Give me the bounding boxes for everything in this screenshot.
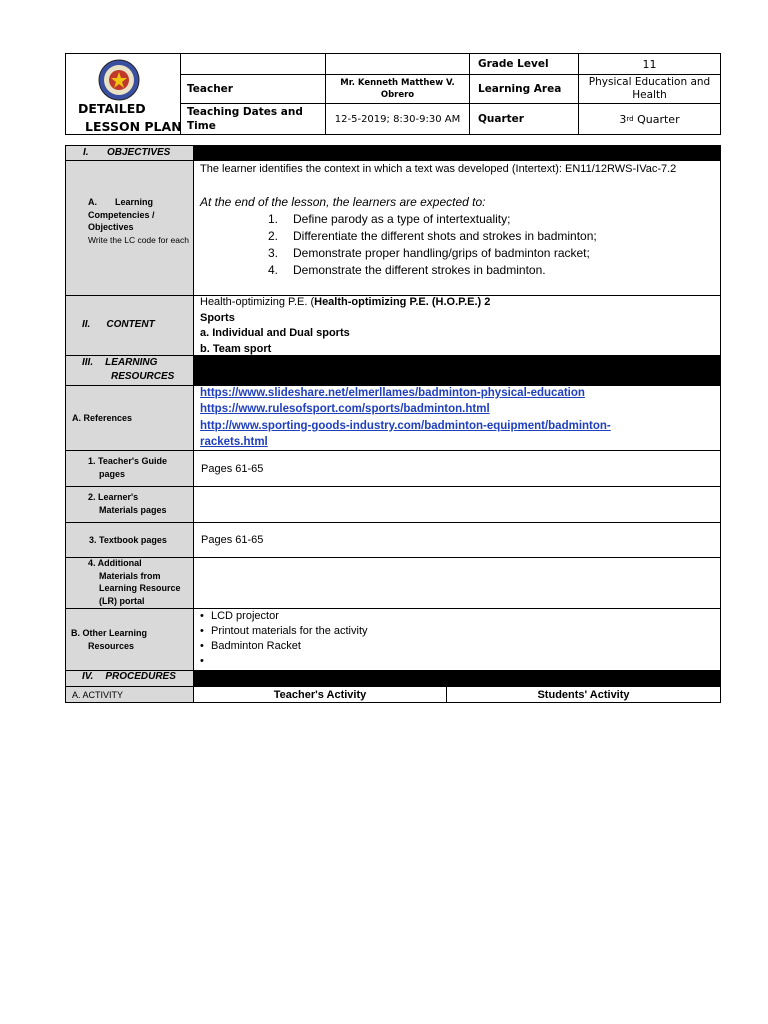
header-blank-1 — [180, 53, 326, 75]
objectives-context-line: The learner identifies the context in which a text was developed (Intertext): EN11/12RWS-IVac-7.2 — [200, 163, 677, 175]
additional-materials-label — [88, 557, 181, 608]
additional-materials-label-line1: 4. Additional — [88, 558, 142, 568]
resources-heading-line1 — [82, 356, 174, 370]
resources-heading-bar — [193, 355, 721, 386]
procedures-title: PROCEDURES — [105, 671, 176, 682]
bullet-icon: • — [200, 610, 204, 622]
resources-title-line2: RESOURCES — [111, 371, 175, 382]
textbook-value-cell — [193, 522, 721, 558]
learners-materials-label-line2: Materials pages — [99, 504, 167, 515]
teachers-guide-label — [88, 455, 167, 480]
objectives-num: I. — [83, 147, 89, 158]
teachers-activity-header — [193, 686, 447, 703]
content-line1-bold: Health-optimizing P.E. (H.O.P.E.) 2 — [314, 296, 491, 308]
learning-area-value — [578, 74, 721, 104]
procedures-num: IV. — [82, 671, 94, 682]
content-title: CONTENT — [106, 319, 155, 330]
quarter-suffix: rd — [626, 115, 634, 123]
other-resources-label-line1: B. Other Learning — [71, 628, 148, 638]
other-resource-item — [200, 624, 368, 639]
lc-label-note: Write the LC code for each — [88, 234, 189, 245]
objectives-intro: At the end of the lesson, the learners are expected to: — [200, 195, 486, 209]
bullet-icon: • — [200, 640, 204, 652]
learning-area-label — [469, 74, 579, 104]
teacher-label-text: Teacher — [187, 83, 233, 95]
dates-label — [180, 103, 326, 135]
learners-materials-value-cell — [193, 486, 721, 523]
lc-label-line2: Competencies / — [88, 209, 155, 220]
other-resources-label — [71, 627, 147, 652]
content-line3: a. Individual and Dual sports — [200, 327, 350, 339]
objectives-list — [268, 211, 597, 279]
reference-link-slideshare[interactable]: https://www.slideshare.net/elmerllames/badminton-physical-education — [200, 387, 585, 399]
references-links — [200, 385, 611, 450]
teachers-guide-value-cell — [193, 450, 721, 487]
lc-label-line3: Objectives — [88, 222, 134, 232]
content-line1 — [200, 295, 490, 311]
teachers-guide-label-line2: pages — [99, 468, 126, 479]
objective-text: Define parody as a type of intertextuality; — [293, 212, 511, 226]
objectives-title: OBJECTIVES — [107, 147, 171, 158]
learning-competencies-label — [88, 196, 190, 246]
additional-materials-label-line4: (LR) portal — [99, 596, 145, 607]
teachers-activity-label: Teacher's Activity — [273, 688, 367, 701]
references-label-cell — [65, 385, 194, 451]
teacher-label — [180, 74, 326, 104]
objective-text: Demonstrate proper handling/grips of badminton racket; — [293, 246, 590, 260]
additional-materials-label-line2: Materials from — [99, 570, 161, 581]
other-resources-list — [200, 609, 368, 669]
bullet-icon: • — [200, 655, 204, 667]
quarter-number: 3 — [619, 112, 627, 126]
grade-level-label — [469, 53, 579, 75]
additional-materials-label-line3: Learning Resource — [99, 583, 181, 594]
content-line2: Sports — [200, 311, 235, 324]
content-line4: b. Team sport — [200, 342, 272, 355]
reference-link-rulesofsport[interactable]: https://www.rulesofsport.com/sports/badminton.html — [200, 403, 490, 416]
grade-level-value-text: 11 — [642, 57, 657, 71]
resources-heading — [82, 356, 174, 384]
dates-value-text: 12-5-2019; 8:30-9:30 AM — [334, 113, 461, 125]
other-resource-text: LCD projector — [211, 610, 279, 622]
other-resource-text: Badminton Racket — [211, 640, 301, 652]
reference-link-sporting-goods-cont[interactable]: rackets.html — [200, 435, 268, 448]
students-activity-header — [446, 686, 721, 703]
teachers-guide-label-line1: 1. Teacher's Guide — [88, 456, 168, 466]
additional-materials-value-cell — [193, 557, 721, 609]
lc-label-line1 — [88, 196, 190, 209]
content-num: II. — [82, 319, 91, 330]
grade-level-label-text: Grade Level — [478, 58, 549, 70]
objectives-heading-bar — [193, 145, 721, 161]
resources-title-line1: LEARNING — [105, 357, 158, 368]
references-label: A. References — [72, 413, 133, 423]
textbook-label: 3. Textbook pages — [89, 535, 167, 545]
content-value — [200, 295, 490, 357]
other-resource-text: Printout materials for the activity — [211, 625, 368, 637]
teachers-guide-value: Pages 61-65 — [201, 462, 264, 475]
bullet-icon: • — [200, 625, 204, 637]
quarter-label — [469, 103, 579, 135]
textbook-value: Pages 61-65 — [201, 534, 264, 546]
learners-materials-label-line1: 2. Learner's — [88, 492, 139, 502]
plan-title-line1: DETAILED — [78, 101, 146, 116]
procedures-heading — [82, 671, 176, 682]
quarter-value — [578, 103, 721, 135]
teacher-value-text: Mr. Kenneth Matthew V. Obrero — [340, 78, 455, 100]
lc-label-line1-text: Learning — [115, 197, 154, 207]
dates-label-text: Teaching Dates and Time — [187, 106, 303, 132]
objective-text: Demonstrate the different strokes in badminton. — [293, 263, 546, 277]
quarter-word: Quarter — [637, 112, 680, 126]
objective-item: 2. Differentiate the different shots and strokes in badminton; — [268, 229, 597, 243]
plan-title-line2: LESSON PLAN — [85, 119, 182, 134]
lc-label-a: A. — [88, 197, 97, 207]
other-resource-item — [200, 609, 368, 624]
procedures-heading-bar — [193, 670, 721, 687]
content-heading — [82, 319, 155, 330]
header-blank-2 — [325, 53, 470, 75]
other-resources-label-line2: Resources — [88, 640, 135, 651]
learning-area-value-text: Physical Education and Health — [588, 76, 711, 101]
quarter-label-text: Quarter — [478, 113, 524, 125]
learners-materials-label — [88, 491, 167, 516]
learning-area-label-text: Learning Area — [478, 83, 562, 95]
grade-level-value — [578, 53, 721, 75]
other-resource-item — [200, 639, 368, 654]
deped-seal-icon — [98, 59, 140, 101]
content-line1-plain: Health-optimizing P.E. ( — [200, 296, 315, 308]
reference-link-sporting-goods[interactable]: http://www.sporting-goods-industry.com/badminton-equipment/badminton- — [200, 419, 611, 432]
activity-label-cell — [65, 686, 194, 703]
other-resource-item — [200, 654, 368, 669]
students-activity-label: Students' Activity — [537, 688, 630, 701]
objective-item: 3. Demonstrate proper handling/grips of badminton racket; — [268, 246, 590, 260]
objective-text: Differentiate the different shots and strokes in badminton; — [293, 229, 597, 243]
teacher-value — [325, 74, 470, 104]
activity-label: A. ACTIVITY — [72, 689, 124, 700]
textbook-label-cell — [65, 522, 194, 558]
objective-item: 1. Define parody as a type of intertextuality; — [268, 212, 511, 226]
objective-item: 4. Demonstrate the different strokes in badminton. — [268, 263, 546, 277]
dates-value — [325, 103, 470, 135]
resources-num: III. — [82, 357, 94, 368]
objectives-heading — [65, 145, 194, 161]
